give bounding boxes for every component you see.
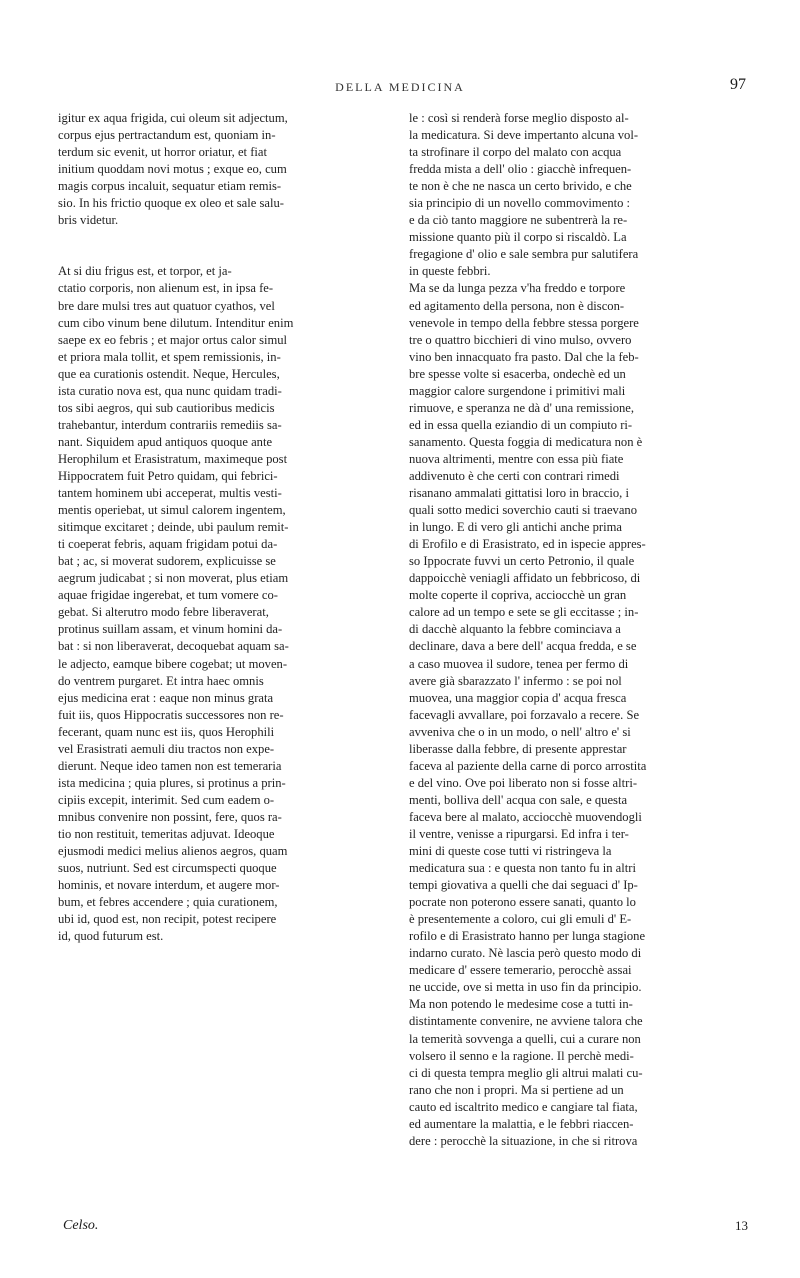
gathering-mark: 13: [735, 1218, 748, 1233]
text-line: quali sotto medici soverchio cauti si traevano: [409, 503, 638, 518]
text-line: sanamento. Questa foggia di medicatura non è: [409, 434, 643, 449]
text-line: Ma se da lunga pezza v'ha freddo e torpore: [409, 281, 626, 296]
text-line: fregagione d' olio e sale sembra pur salutifera: [409, 247, 639, 262]
text-line: nant. Siquidem apud antiquos quoque ante: [58, 434, 273, 449]
text-line: risanano ammalati gittatisi loro in braccio, i: [409, 486, 629, 501]
text-line: calore ad un tempo e sete se gli eccitasse ; in-: [409, 605, 639, 620]
text-line: [58, 246, 388, 263]
text-line: aquae frigidae ingerebat, et tum vomere co-: [58, 588, 278, 603]
text-line: ejus medicina erat : eaque non minus grata: [58, 690, 274, 705]
text-line: venevole in tempo della febbre stessa porgere: [409, 315, 639, 330]
text-line: dappoicchè veniagli affidato un febbricoso, di: [409, 571, 641, 586]
text-line: fredda mista a dell' olio : giacchè infrequen-: [409, 162, 632, 177]
text-line: igitur ex aqua frigida, cui oleum sit adjectum,: [58, 111, 288, 125]
text-line: ed aumentare la malattia, e le febbri riaccen-: [409, 1116, 634, 1131]
text-line: di Erofilo e di Erasistrato, ed in ispecie appres-: [409, 537, 646, 552]
text-line: il ventre, venisse a ripurgarsi. Ed infra i ter-: [409, 826, 629, 841]
text-line: bat ; ac, si moverat sudorem, explicuisse se: [58, 554, 276, 569]
text-line: le adjecto, eamque bibere cogebat; ut moven-: [58, 656, 288, 671]
text-line: et priora mala tollit, et spem remissionis, in-: [58, 349, 281, 364]
text-line: bre spesse volte si esacerba, ondechè ed un: [409, 366, 626, 381]
text-line: terdum sic evenit, ut horror oriatur, et fiat: [58, 145, 267, 160]
text-line: vel Erasistrati aemuli diu tractos non expe-: [58, 741, 275, 756]
text-line: saepe ex eo febris ; et major ortus calor simul: [58, 332, 288, 347]
text-line: medicare d' essere temerario, perocchè assai: [409, 963, 632, 978]
text-line: bre dare mulsi tres aut quatuor cyathos, vel: [58, 298, 275, 313]
text-line: id, quod futurum est.: [58, 929, 164, 944]
text-line: distintamente convenire, ne avviene talora che: [409, 1014, 643, 1029]
text-line: tio non restituit, temeritas adjuvat. Ideoque: [58, 826, 275, 841]
text-line: so Ippocrate fuvvi un certo Petronio, il quale: [409, 554, 635, 569]
text-line: protinus suillam assam, et vinum homini da-: [58, 622, 283, 637]
text-line: cum cibo vinum bene dilutum. Intenditur enim: [58, 315, 294, 330]
text-line: gebat. Si alterutro modo febre liberaverat,: [58, 605, 269, 620]
page-number: 97: [730, 76, 746, 93]
text-line: Ma non potendo le medesime cose a tutti in-: [409, 997, 633, 1012]
left-column-latin-text: [58, 110, 388, 945]
text-line: declinare, dava a bere dell' acqua fredda, e se: [409, 639, 637, 654]
text-line: molte coperte il copriva, acciocchè un gran: [409, 588, 627, 603]
page-header: [0, 76, 800, 106]
text-line: addivenuto è che certi con contrari rimedi: [409, 468, 620, 483]
text-line: e da ciò tanto maggiore ne subentrerà la re-: [409, 213, 628, 228]
text-line: vino ben innacquato fra pasto. Dal che la feb-: [409, 349, 639, 364]
text-line: ista curatio nova est, qua nunc quidam tradi-: [58, 383, 282, 398]
text-line: a caso muovea il sudore, tenea per fermo di: [409, 656, 629, 671]
text-line: avveniva che o in un modo, o nell' altro e' si: [409, 724, 631, 739]
text-line: aegrum judicabat ; si non moverat, plus etiam: [58, 571, 289, 586]
text-line: ta strofinare il corpo del malato con acqua: [409, 145, 622, 160]
text-line: ctatio corporis, non alienum est, in ipsa fe-: [58, 281, 274, 296]
text-line: ci di questa tempra meglio gli altrui malati cu-: [409, 1065, 643, 1080]
text-line: bris videtur.: [58, 213, 119, 228]
text-line: faceva bere al malato, acciocchè muovendogli: [409, 809, 642, 824]
text-line: avere già sbarazzato l' infermo : se poi nol: [409, 673, 622, 688]
text-line: do ventrem purgaret. Et intra haec omnis: [58, 673, 264, 688]
text-line: mentis operiebat, ut simul calorem ingentem,: [58, 503, 286, 518]
text-line: ne uccide, ove si metta in uso fin da principio.: [409, 980, 642, 995]
text-line: ed in essa quella eziandio di un compiuto ri-: [409, 417, 633, 432]
text-line: magis corpus incaluit, sequatur etiam remis-: [58, 179, 282, 194]
text-line: trahebantur, interdum contrariis remediis sa-: [58, 417, 282, 432]
text-line: tre o quattro bicchieri di vino mulso, ovvero: [409, 332, 632, 347]
text-line: Herophilum et Erasistratum, maximeque post: [58, 451, 288, 466]
text-line: dierunt. Neque ideo tamen non est temeraria: [58, 758, 282, 773]
text-line: ista medicina ; quia plures, si protinus a prin-: [58, 775, 286, 790]
running-head: DELLA MEDICINA: [335, 80, 465, 94]
right-column-italian-text: [409, 110, 747, 1150]
text-line: faceva al paziente della carne di porco arrostita: [409, 758, 647, 773]
text-line: pocrate non poterono essere sanati, quanto lo: [409, 895, 636, 910]
text-line: mini di queste cose tutti vi ristringeva la: [409, 844, 612, 859]
text-line: liberasse dalla febbre, di presente apprestar: [409, 741, 627, 756]
text-line: muovea, una maggior copia d' acqua fresca: [409, 690, 627, 705]
text-line: facevagli avvallare, poi forzavalo a recere. Se: [409, 707, 640, 722]
text-line: maggior calore surgendone i primitivi mali: [409, 383, 626, 398]
text-line: la temerità sovvenga a quelli, cui a curare non: [409, 1031, 641, 1046]
text-line: in lungo. E di vero gli antichi anche prima: [409, 520, 622, 535]
text-line: cauto ed iscaltrito medico e cangiare tal fiata,: [409, 1099, 638, 1114]
text-line: ti coeperat febris, aquam frigidam potui da-: [58, 537, 278, 552]
text-line: dere : perocchè la situazione, in che si ritrova: [409, 1133, 638, 1148]
text-line: rofilo e di Erasistrato hanno per lunga stagione: [409, 929, 646, 944]
text-line: è presentemente a coloro, cui gli emuli d' E-: [409, 912, 632, 927]
text-line: cipiis excepit, interimit. Sed cum eadem o-: [58, 792, 275, 807]
text-line: te non è che ne nasca un certo brivido, e che: [409, 179, 632, 194]
text-line: di dacchè alquanto la febbre cominciava a: [409, 622, 621, 637]
signature-mark: Celso.: [63, 1218, 99, 1233]
text-line: missione quanto più il corpo si riscaldò. La: [409, 230, 627, 245]
text-line: medicatura sua : e questa non tanto fu in altri: [409, 861, 636, 876]
text-line: tantem hominem ubi acceperat, multis vesti-: [58, 486, 282, 501]
text-line: rimuove, e speranza ne dà d' una remissione,: [409, 400, 635, 415]
text-line: le : così si renderà forse meglio disposto al-: [409, 111, 629, 125]
text-line: bum, et febres accendere ; quia curationem,: [58, 895, 278, 910]
text-line: mnibus convenire non possint, fere, quos ra-: [58, 809, 282, 824]
text-line: la medicatura. Si deve impertanto alcuna vol-: [409, 128, 639, 143]
text-line: corpus ejus pertractandum est, quoniam in-: [58, 128, 276, 143]
text-line: Hippocratem fuit Petro quidam, qui febrici-: [58, 468, 278, 483]
text-line: rano che non i propri. Ma si pertiene ad un: [409, 1082, 624, 1097]
text-line: que ea curationis ostendit. Neque, Hercules,: [58, 366, 280, 381]
text-line: suos, nutriunt. Sed est circumspecti quoque: [58, 861, 277, 876]
text-line: fuit iis, quos Hippocratis successores non re-: [58, 707, 284, 722]
text-line: ubi id, quod est, non recipit, potest recipere: [58, 912, 277, 927]
page-footer: [58, 1218, 748, 1240]
text-line: indarno curato. Nè lascia però questo modo di: [409, 946, 642, 961]
text-line: in queste febbri.: [409, 264, 491, 279]
text-line: sitimque excitaret ; deinde, ubi paulum remit-: [58, 520, 289, 535]
text-line: initium quoddam novi motus ; exque eo, cum: [58, 162, 287, 177]
text-line: hominis, et novare interdum, et augere mor-: [58, 878, 280, 893]
text-line: tempi giovativa a quelli che dai seguaci d' Ip-: [409, 878, 638, 893]
text-line: sio. In his frictio quoque ex oleo et sale salu-: [58, 196, 284, 211]
text-line: sia principio di un novello commovimento :: [409, 196, 631, 211]
text-line: At si diu frigus est, et torpor, et ja-: [58, 264, 232, 279]
text-line: nuova altrimenti, mentre con essa più fiate: [409, 451, 624, 466]
text-line: ed agitamento della persona, non è discon-: [409, 298, 625, 313]
text-line: volsero il senno e la ragione. Il perchè medi-: [409, 1048, 634, 1063]
text-line: [58, 229, 388, 246]
text-line: fecerant, quam nunc est iis, quos Herophili: [58, 724, 275, 739]
text-line: bat : si non liberaverat, decoquebat aquam sa-: [58, 639, 289, 654]
text-line: ejusmodi medici melius alienos aegros, quam: [58, 844, 288, 859]
text-line: e del vino. Ove poi liberato non si fosse altri-: [409, 775, 638, 790]
text-line: tos sibi aegros, qui sub cautioribus medicis: [58, 400, 275, 415]
text-line: menti, bolliva dell' acqua con sale, e questa: [409, 792, 628, 807]
